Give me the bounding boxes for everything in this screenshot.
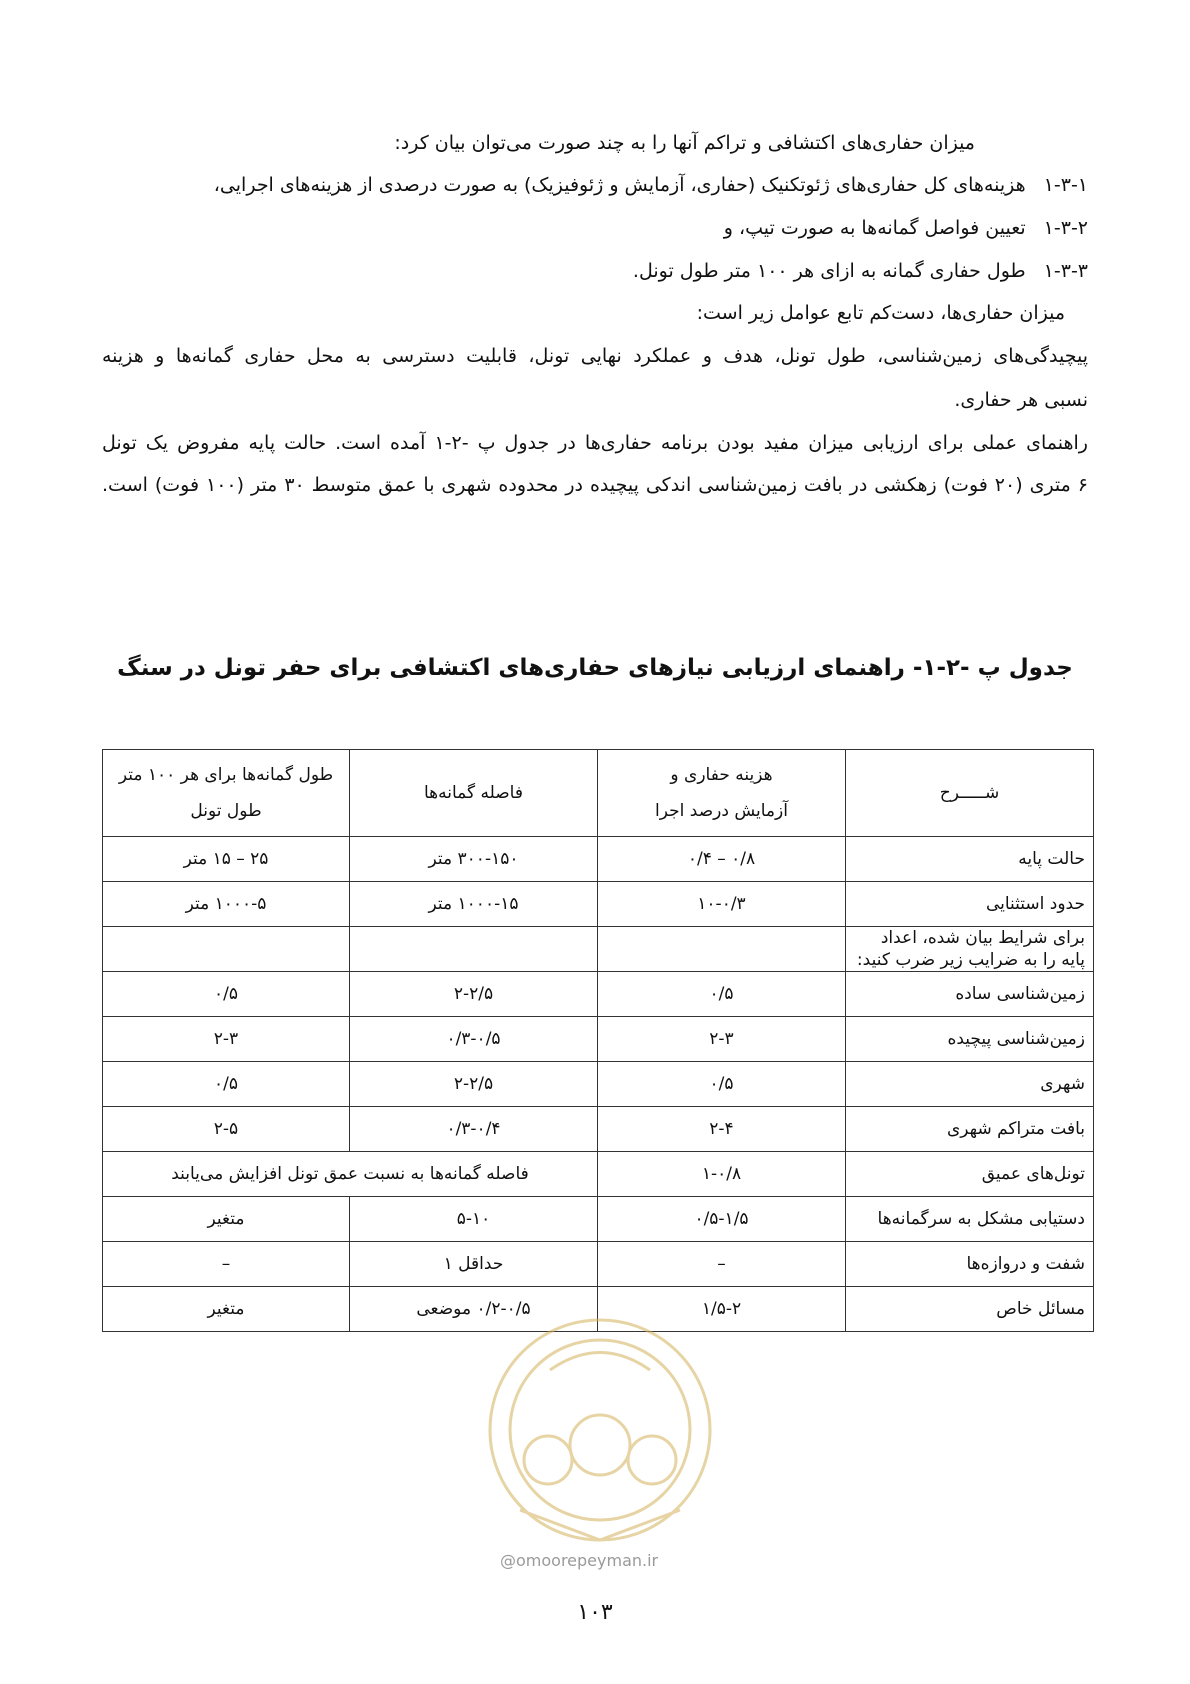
paragraph-line: نسبی هر حفاری.: [954, 389, 1088, 411]
table-row: [103, 837, 1094, 882]
cell-desc: شهری: [846, 1062, 1094, 1107]
intro-line: میزان حفاری‌های اکتشافی و تراکم آنها را به چند صورت می‌توان بیان کرد:: [394, 132, 975, 154]
header-cost-line: آزمایش درصد اجرا: [655, 801, 788, 821]
table-row: [103, 972, 1094, 1017]
cell-length: ۲-۵: [103, 1107, 350, 1152]
header-cost-line: هزینه حفاری و: [670, 765, 773, 785]
table-title: جدول پ -۲-۱- راهنمای ارزیابی نیازهای حفاری‌های اکتشافی برای حفر تونل در سنگ: [117, 655, 1073, 681]
table-row: [103, 1107, 1094, 1152]
table-row-deep-tunnels: [103, 1152, 1094, 1197]
header-desc: شـــــرح: [846, 750, 1094, 837]
cell-length: ۲-۳: [103, 1017, 350, 1062]
cell-length: [103, 927, 350, 972]
header-spacing: فاصله گمانه‌ها: [350, 750, 598, 837]
cell-spacing: ۳۰۰-۱۵۰ متر: [350, 837, 598, 882]
cell-cost: ۱/۵-۲: [598, 1287, 846, 1332]
table-header-row: [103, 750, 1094, 837]
cell-cost: ۰/۸ – ۰/۴: [598, 837, 846, 882]
paragraph-line: ۶ متری (۲۰ فوت) زهکشی در بافت زمین‌شناسی اندکی پیچیده در محدوده شهری با عمق متوسط ۳۰ متر (۱۰۰ فوت) است.: [102, 474, 1089, 496]
table-row: [103, 1017, 1094, 1062]
item-text: طول حفاری گمانه به ازای هر ۱۰۰ متر طول تونل.: [632, 260, 1026, 282]
cell-cost: –: [598, 1242, 846, 1287]
omoorepeyman-seal-icon: [480, 1310, 720, 1580]
cell-length: متغیر: [103, 1197, 350, 1242]
table-row: [103, 882, 1094, 927]
cell-cost: ۲-۳: [598, 1017, 846, 1062]
cell-cost: [598, 927, 846, 972]
cell-cost: ۱-۰/۸: [598, 1152, 846, 1197]
cell-spacing: ۵-۱۰: [350, 1197, 598, 1242]
cell-desc: برای شرایط بیان شده، اعداد پایه را به ضرایب زیر ضرب کنید:: [846, 927, 1094, 972]
table-row: [103, 1197, 1094, 1242]
cell-length: متغیر: [103, 1287, 350, 1332]
table-row: [103, 927, 1094, 972]
cell-desc: حدود استثنایی: [846, 882, 1094, 927]
cell-cost: ۱۰-۰/۳: [598, 882, 846, 927]
paragraph-line: پیچیدگی‌های زمین‌شناسی، طول تونل، هدف و عملکرد نهایی تونل، قابلیت دسترسی به محل حفاری گمانه‌ها و هزینه: [102, 345, 1088, 367]
cell-cost: ۲-۴: [598, 1107, 846, 1152]
table-row: [103, 1062, 1094, 1107]
cell-length: ۲۵ – ۱۵ متر: [103, 837, 350, 882]
item-number: ۱-۳-۳: [1043, 260, 1088, 282]
cell-cost: ۰/۵: [598, 972, 846, 1017]
cell-spacing: [350, 927, 598, 972]
list-item-1-3-3: [633, 256, 1088, 286]
cell-spacing: ۰/۳-۰/۵: [350, 1017, 598, 1062]
cell-length: –: [103, 1242, 350, 1287]
cell-length: ۰/۵: [103, 1062, 350, 1107]
header-cost: [598, 750, 846, 837]
list-item-1-3-1: [214, 170, 1088, 200]
cell-desc: بافت متراکم شهری: [846, 1107, 1094, 1152]
cell-cost: ۰/۵-۱/۵: [598, 1197, 846, 1242]
watermark-url: @omoorepeyman.ir: [500, 1551, 659, 1570]
table-row: [103, 1242, 1094, 1287]
cell-desc: مسائل خاص: [846, 1287, 1094, 1332]
item-number: ۱-۳-۱: [1043, 174, 1088, 196]
cell-spacing: ۲-۲/۵: [350, 1062, 598, 1107]
cell-spacing: ۰/۳-۰/۴: [350, 1107, 598, 1152]
cell-desc: زمین‌شناسی پیچیده: [846, 1017, 1094, 1062]
item-text: هزینه‌های کل حفاری‌های ژئوتکنیک (حفاری، آزمایش و ژئوفیزیک) به صورت درصدی از هزینه‌های اجرایی،: [213, 174, 1026, 196]
cell-desc: حالت پایه: [846, 837, 1094, 882]
item-number: ۱-۳-۲: [1043, 217, 1088, 239]
cell-spacing: ۰/۲-۰/۵ موضعی: [350, 1287, 598, 1332]
cell-desc: شفت و دروازه‌ها: [846, 1242, 1094, 1287]
cell-desc: زمین‌شناسی ساده: [846, 972, 1094, 1017]
cell-length: ۰/۵: [103, 972, 350, 1017]
paragraph-line: راهنمای عملی برای ارزیابی میزان مفید بودن برنامه حفاری‌ها در جدول پ -۲-۱ آمده است. حالت پایه مفروض یک تونل: [102, 432, 1088, 454]
list-item-1-3-2: [724, 213, 1088, 243]
page-number: ۱۰۳: [577, 1600, 613, 1625]
exploration-guide-table: [102, 749, 1094, 1332]
cell-desc: تونل‌های عمیق: [846, 1152, 1094, 1197]
header-length-line: طول گمانه‌ها برای هر ۱۰۰ متر: [118, 765, 334, 785]
cell-spacing: حداقل ۱: [350, 1242, 598, 1287]
cell-spacing: ۱۰۰۰-۱۵ متر: [350, 882, 598, 927]
item-text: تعیین فواصل گمانه‌ها به صورت تیپ، و: [723, 217, 1026, 239]
header-length-line: طول تونل: [190, 801, 262, 821]
factors-intro: میزان حفاری‌ها، دست‌کم تابع عوامل زیر است:: [696, 302, 1065, 324]
cell-merged-note: فاصله گمانه‌ها به نسبت عمق تونل افزایش می‌یابند: [103, 1152, 598, 1197]
header-length: [103, 750, 350, 837]
cell-length: ۱۰۰۰-۵ متر: [103, 882, 350, 927]
cell-cost: ۰/۵: [598, 1062, 846, 1107]
cell-spacing: ۲-۲/۵: [350, 972, 598, 1017]
cell-desc: دستیابی مشکل به سرگمانه‌ها: [846, 1197, 1094, 1242]
